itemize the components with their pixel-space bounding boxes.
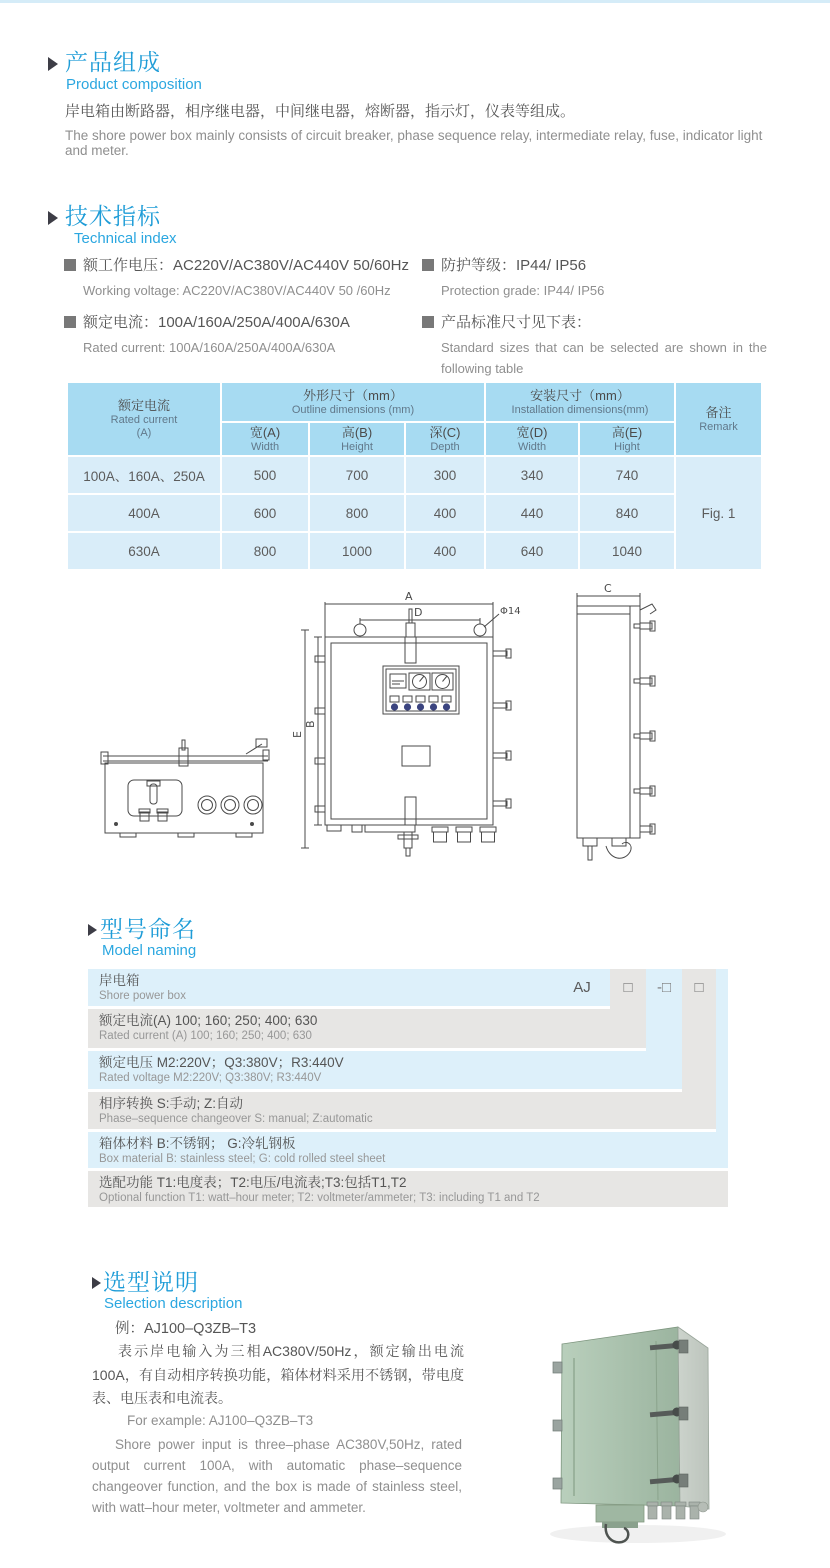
selection-example-en: For example: AJ100–Q3ZB–T3 xyxy=(127,1413,314,1428)
section-arrow-icon xyxy=(92,1277,101,1289)
col-header-width-d: 宽(D) Width xyxy=(486,423,578,455)
square-bullet-icon xyxy=(422,316,434,328)
cell-remark: Fig. 1 xyxy=(676,457,761,569)
dim-label-c: C xyxy=(604,582,612,595)
col-header-rated-current: 额定电流 Rated current (A) xyxy=(68,383,220,455)
cell: 800 xyxy=(310,495,404,531)
naming-row-en: Optional function T1: watt–hour meter; T2: voltmeter/ammeter; T3: including T1 and T2 xyxy=(99,1192,540,1204)
technical-title-en: Technical index xyxy=(74,230,177,247)
naming-row-en: Rated current (A) 100; 160; 250; 400; 630 xyxy=(99,1030,312,1042)
technical-title-cn: 技术指标 xyxy=(65,203,161,229)
naming-row-rated-voltage xyxy=(88,1051,682,1089)
square-bullet-icon xyxy=(422,259,434,271)
naming-row-box-material xyxy=(88,1132,728,1168)
table-row xyxy=(68,495,761,531)
model-code-slot2: -□ xyxy=(656,979,672,996)
spec-cn: 产品标准尺寸见下表： xyxy=(422,311,767,335)
spec-column-right xyxy=(422,254,767,389)
naming-row-cn: 箱体材料 B:不锈钢； G:冷轧钢板 xyxy=(99,1136,296,1151)
dim-label-phi14: Φ14 xyxy=(500,606,521,617)
cell: 400 xyxy=(406,533,484,569)
naming-row-cn: 相序转换 S:手动; Z:自动 xyxy=(99,1096,244,1111)
dim-label-b: B xyxy=(304,720,317,728)
naming-row-cn: 额定电流(A) 100; 160; 250; 400; 630 xyxy=(99,1013,318,1028)
selection-title-cn: 选型说明 xyxy=(103,1269,199,1295)
col-header-hight-e: 高(E) Hight xyxy=(580,423,674,455)
spec-item xyxy=(64,311,414,358)
spec-item xyxy=(422,311,767,379)
cell: 1000 xyxy=(310,533,404,569)
naming-title-en: Model naming xyxy=(102,942,197,959)
cell-current: 630A xyxy=(68,533,220,569)
naming-row-cn: 岸电箱 xyxy=(99,973,140,988)
composition-title-en: Product composition xyxy=(66,76,202,93)
cell: 600 xyxy=(222,495,308,531)
square-bullet-icon xyxy=(64,259,76,271)
section-arrow-icon xyxy=(88,924,97,936)
col-header-depth-c: 深(C) Depth xyxy=(406,423,484,455)
spec-cn: 防护等级：IP44/ IP56 xyxy=(422,254,767,278)
top-accent-strip xyxy=(0,0,830,3)
spec-item xyxy=(64,254,414,301)
spec-column-left xyxy=(64,254,414,368)
cell-current: 100A、160A、250A xyxy=(68,457,220,493)
table-row xyxy=(68,457,761,493)
cell: 800 xyxy=(222,533,308,569)
square-bullet-icon xyxy=(64,316,76,328)
model-code-prefix: AJ xyxy=(573,979,591,996)
composition-body-cn: 岸电箱由断路器，相序继电器，中间继电器，熔断器，指示灯，仪表等组成。 xyxy=(65,103,576,120)
spec-item xyxy=(422,254,767,301)
composition-body-en: The shore power box mainly consists of circuit breaker, phase sequence relay, intermediate relay, fuse, indicator light and meter. xyxy=(65,128,763,158)
naming-row-en: Phase–sequence changeover S: manual; Z:automatic xyxy=(99,1113,373,1125)
spec-cn: 额定电流：100A/160A/250A/400A/630A xyxy=(64,311,414,335)
naming-row-cn: 额定电压 M2:220V；Q3:380V；R3:440V xyxy=(99,1055,344,1070)
cell-current: 400A xyxy=(68,495,220,531)
dim-label-a: A xyxy=(405,590,413,603)
spec-cn: 额工作电压：AC220V/AC380V/AC440V 50/60Hz xyxy=(64,254,414,278)
spec-en: Protection grade: IP44/ IP56 xyxy=(441,283,605,298)
selection-example-cn: 例：AJ100–Q3ZB–T3 xyxy=(115,1321,257,1337)
technical-drawing xyxy=(0,578,830,888)
col-header-width-a: 宽(A) Width xyxy=(222,423,308,455)
cell: 740 xyxy=(580,457,674,493)
cell: 700 xyxy=(310,457,404,493)
naming-row-en: Rated voltage M2:220V; Q3:380V; R3:440V xyxy=(99,1072,322,1084)
spec-en: Working voltage: AC220V/AC380V/AC440V 50 /60Hz xyxy=(83,283,391,298)
model-code-slot3: □ xyxy=(694,979,704,996)
product-photo-illustration xyxy=(540,1300,810,1568)
spec-en: Rated current: 100A/160A/250A/400A/630A xyxy=(83,340,336,355)
composition-title-cn: 产品组成 xyxy=(65,49,161,75)
selection-title-en: Selection description xyxy=(104,1295,243,1312)
cell: 840 xyxy=(580,495,674,531)
col-group-install: 安装尺寸（mm） Installation dimensions(mm) xyxy=(486,383,674,421)
cell: 340 xyxy=(486,457,578,493)
col-header-height-b: 高(B) Height xyxy=(310,423,404,455)
cell: 400 xyxy=(406,495,484,531)
spec-en: Standard sizes that can be selected are shown in the following table xyxy=(441,340,767,376)
cell: 500 xyxy=(222,457,308,493)
selection-body-en: Shore power input is three–phase AC380V,50Hz, rated output current 100A, with automatic phase–sequence changeover function, and the box is made of stainless steel, with watt–hour meter, voltmeter and ammeter. xyxy=(92,1437,462,1515)
cell: 440 xyxy=(486,495,578,531)
naming-row-cn: 选配功能 T1:电度表；T2:电压/电流表;T3:包括T1,T2 xyxy=(99,1175,407,1190)
naming-row-en: Box material B: stainless steel; G: cold rolled steel sheet xyxy=(99,1153,386,1165)
naming-row-en: Shore power box xyxy=(99,990,186,1002)
model-code-slot1: □ xyxy=(623,979,633,996)
naming-row-phase-changeover xyxy=(88,1092,716,1129)
dim-label-d: D xyxy=(414,606,423,619)
naming-row-rated-current xyxy=(88,1009,646,1048)
naming-title-cn: 型号命名 xyxy=(100,916,196,942)
cell: 1040 xyxy=(580,533,674,569)
naming-row-optional-function xyxy=(88,1171,728,1207)
naming-row-shore-power-box xyxy=(88,969,610,1006)
dimensions-table xyxy=(66,381,763,571)
selection-body-cn: 表示岸电输入为三相AC380V/50Hz，额定输出电流100A，有自动相序转换功能，箱体材料采用不锈钢，带电度表、电压表和电流表。 xyxy=(92,1343,464,1406)
cell: 640 xyxy=(486,533,578,569)
col-header-remark: 备注 Remark xyxy=(676,383,761,455)
section-arrow-icon xyxy=(48,211,58,225)
table-row xyxy=(68,533,761,569)
cell: 300 xyxy=(406,457,484,493)
dim-label-e: E xyxy=(291,731,304,738)
col-group-outline: 外形尺寸（mm） Outline dimensions (mm) xyxy=(222,383,484,421)
section-arrow-icon xyxy=(48,57,58,71)
